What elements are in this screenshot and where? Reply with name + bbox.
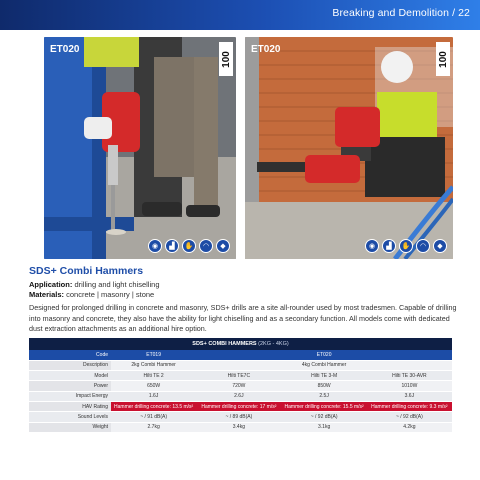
table-cell: 850W <box>282 381 367 391</box>
table-row <box>29 391 452 401</box>
spec-table-title: SDS+ COMBI HAMMERS (2KG - 4KG) <box>29 338 452 350</box>
power-badge: 100 <box>219 42 233 76</box>
ppe-icons <box>148 239 230 253</box>
hand-icon: ✋ <box>182 239 196 253</box>
table-cell: Hilti TE 3-M <box>282 371 367 381</box>
table-cell: 1.6J <box>111 391 196 401</box>
section-description: Designed for prolonged drilling in concrete and masonry, SDS+ drills are a site all-rounder used by most tradesmen. Capable of drilling into masonry and concrete, they also have the ability for light chiselling and as a secondary function. All models come with dedicated dust extraction attachments as an additional hire option. <box>29 303 457 334</box>
glove-icon: ◆ <box>216 239 230 253</box>
code-et020: ET020 <box>196 350 452 360</box>
table-cell: 4kg Combi Hammer <box>196 360 452 370</box>
table-cell: 2.6J <box>196 391 281 401</box>
product-code-tag: ET020 <box>50 44 80 55</box>
code-row <box>29 350 452 360</box>
product-code-tag: ET020 <box>251 44 281 55</box>
table-cell: 650W <box>111 381 196 391</box>
row-label: Weight <box>29 422 111 432</box>
table-cell: Hammer drilling concrete: 15.5 m/s² <box>282 401 367 411</box>
table-row <box>29 371 452 381</box>
code-label: Code <box>29 350 111 360</box>
page-title: Breaking and Demolition / 22 <box>332 7 470 19</box>
table-cell: Hilti TE 2 <box>111 371 196 381</box>
row-label: Impact Energy <box>29 391 111 401</box>
table-cell: 1010W <box>367 381 452 391</box>
application-line <box>29 280 160 289</box>
ear-protection-icon: ◉ <box>148 239 162 253</box>
worker-drilling-wall-illustration <box>245 37 453 259</box>
ear-protection-icon: ◉ <box>365 239 379 253</box>
table-cell: 2.7kg <box>111 422 196 432</box>
code-et019: ET019 <box>111 350 196 360</box>
product-photo-left <box>44 37 236 259</box>
table-cell: 2kg Combi Hammer <box>111 360 196 370</box>
table-row <box>29 381 452 391</box>
table-cell: 3.4kg <box>196 422 281 432</box>
boots-icon: ▟ <box>382 239 396 253</box>
table-cell: ~ / 89 dB(A) <box>196 412 281 422</box>
row-label: HAV Rating <box>29 401 111 411</box>
row-label: Description <box>29 360 111 370</box>
table-cell: 4.2kg <box>367 422 452 432</box>
glove-icon: ◆ <box>433 239 447 253</box>
table-row <box>29 412 452 422</box>
table-row <box>29 360 452 370</box>
table-cell: 3.1kg <box>282 422 367 432</box>
ppe-icons <box>365 239 447 253</box>
ear-defender-icon: ◠ <box>416 239 430 253</box>
section-title: SDS+ Combi Hammers <box>29 265 144 277</box>
product-photo-right <box>245 37 453 259</box>
page-header <box>0 0 480 30</box>
table-cell: ~ / 91 dB(A) <box>111 412 196 422</box>
row-label: Sound Levels <box>29 412 111 422</box>
ear-defender-icon: ◠ <box>199 239 213 253</box>
table-cell: Hammer drilling concrete: 13.5 m/s² <box>111 401 196 411</box>
table-cell: 2.5J <box>282 391 367 401</box>
worker-drilling-floor-illustration <box>44 37 236 259</box>
boots-icon: ▟ <box>165 239 179 253</box>
materials-line <box>29 290 154 299</box>
table-row-hav <box>29 401 452 411</box>
row-label: Power <box>29 381 111 391</box>
table-cell: 720W <box>196 381 281 391</box>
table-cell: Hammer drilling concrete: 9.3 m/s² <box>367 401 452 411</box>
row-label: Model <box>29 371 111 381</box>
table-cell: 3.6J <box>367 391 452 401</box>
table-cell: ~ / 92 dB(A) <box>367 412 452 422</box>
power-badge: 100 <box>436 42 450 76</box>
table-row <box>29 422 452 432</box>
hand-icon: ✋ <box>399 239 413 253</box>
materials-value: concrete | masonry | stone <box>66 290 155 299</box>
table-cell: Hammer drilling concrete: 17 m/s² <box>196 401 281 411</box>
table-cell: Hilti TE7C <box>196 371 281 381</box>
table-cell: ~ / 92 dB(A) <box>282 412 367 422</box>
materials-label: Materials: <box>29 290 65 299</box>
table-cell: Hilti TE 30-AVR <box>367 371 452 381</box>
application-value: drilling and light chiselling <box>74 280 160 289</box>
spec-table <box>29 338 452 433</box>
application-label: Application: <box>29 280 73 289</box>
